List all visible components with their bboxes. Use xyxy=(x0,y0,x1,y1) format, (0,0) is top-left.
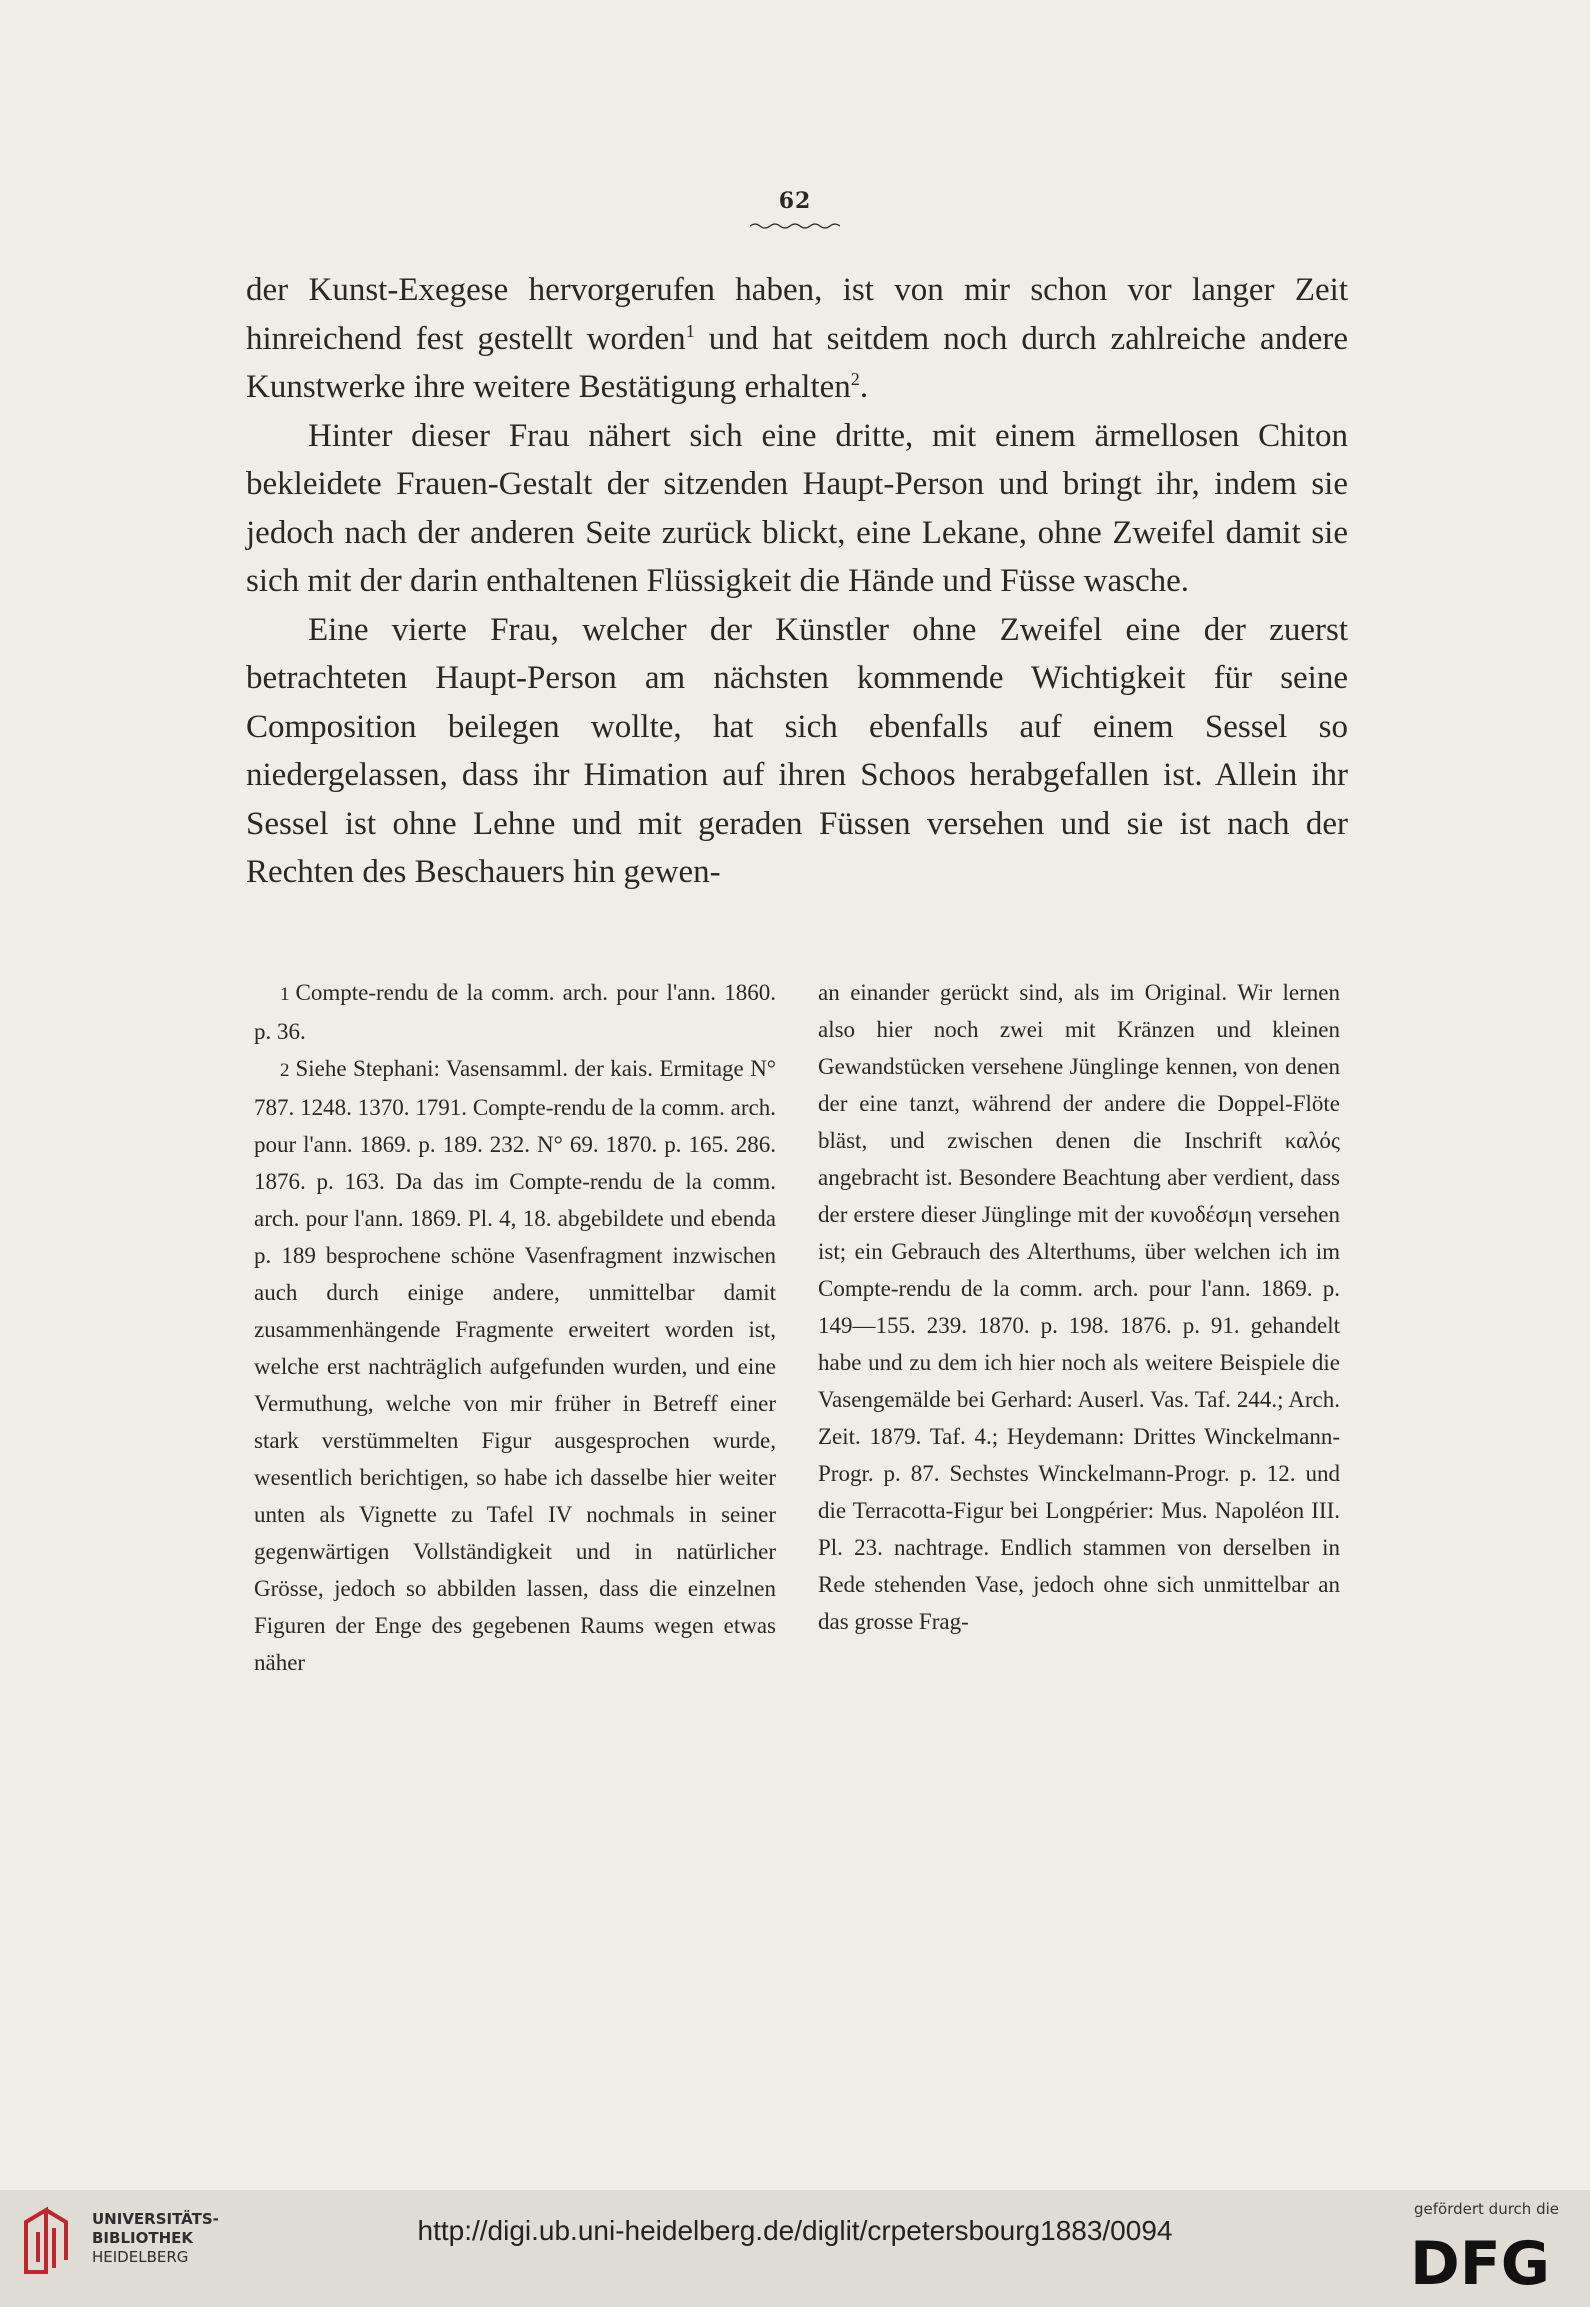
paragraph-1-mid: und hat seitdem noch durch zahlreiche andere Kunstwerke ihre weitere Bestätigung erhalten xyxy=(246,320,1348,405)
footnote-1 xyxy=(254,974,776,1050)
paragraph-1 xyxy=(246,266,1348,412)
library-line-1: UNIVERSITÄTS- xyxy=(92,2210,219,2228)
permalink-url[interactable]: http://digi.ub.uni-heidelberg.de/diglit/crpetersbourg1883/0094 xyxy=(417,2215,1173,2246)
library-line-3: HEIDELBERG xyxy=(92,2248,189,2266)
footnote-ref-2[interactable]: 2 xyxy=(850,369,860,389)
viewer-footer xyxy=(0,2190,1590,2307)
footnote-1-text: Compte-rendu de la comm. arch. pour l'ann. 1860. p. 36. xyxy=(254,980,776,1044)
footnote-2-text: Siehe Stephani: Vasensamml. der kais. Ermitage N° 787. 1248. 1370. 1791. Compte-rendu de la comm. arch. pour l'ann. 1869. p. 189. 232. N° 69. 1870. p. 165. 286. 1876. p. 163. Da das im Compte-rendu de la comm. arch. pour l'ann. 1869. Pl. 4, 18. abgebildete und ebenda p. 189 besprochene schöne Vasenfragment inzwischen auch durch einige andere, unmittelbar damit zusammenhängende Fragmente erweitert worden ist, welche erst nachträglich aufgefunden wurden, und eine Vermuthung, welche von mir früher in Betreff einer stark verstümmelten Figur ausgesprochen wurde, wesentlich berichtigen, so habe ich dasselbe hier weiter unten als Vignette zu Tafel IV nochmals in seiner gegenwärtigen Vollständigkeit und in natürlicher Grösse, jedoch so abbilden lassen, dass die einzelnen Figuren der Enge des gegebenen Raums wegen etwas näher xyxy=(254,1056,776,1675)
footnotes-left-column xyxy=(254,974,776,1681)
footnotes-right-column xyxy=(818,974,1340,1640)
dfg-logo-icon[interactable] xyxy=(1410,2232,1570,2292)
dfg-logo-text: DFG xyxy=(1410,2232,1551,2292)
paragraph-1-text: der Kunst-Exegese hervorgerufen haben, ist von mir schon vor langer Zeit hinreichend fest gestellt worden xyxy=(246,272,1348,357)
footnote-1-number: 1 xyxy=(280,984,290,1005)
paragraph-2: Hinter dieser Frau nähert sich eine dritte, mit einem ärmellosen Chiton bekleidete Frauen-Gestalt der sitzenden Haupt-Person und bringt ihr, indem sie jedoch nach der anderen Seite zurück blickt, eine Lekane, ohne Zweifel damit sie sich mit der darin enthaltenen Flüssigkeit die Hände und Füsse wasche. xyxy=(246,417,1348,599)
main-text-block xyxy=(246,266,1348,897)
footnote-2-number: 2 xyxy=(280,1060,290,1081)
funding-label: gefördert durch die xyxy=(1414,2200,1559,2218)
footnote-2 xyxy=(254,1050,776,1681)
paragraph-3: Eine vierte Frau, welcher der Künstler ohne Zweifel eine der zuerst betrachteten Haupt-Person am nächsten kommende Wichtigkeit für seine Composition beilegen wollte, hat sich ebenfalls auf einem Sessel so niedergelassen, dass ihr Himation auf ihren Schoos herabgefallen ist. Allein ihr Sessel ist ohne Lehne und mit geraden Füssen versehen und sie ist nach der Rechten des Beschauers hin gewen- xyxy=(246,611,1348,890)
wavy-ornament-icon xyxy=(750,222,840,230)
library-line-2: BIBLIOTHEK xyxy=(92,2229,193,2247)
footnote-ref-1[interactable]: 1 xyxy=(685,320,695,341)
paragraph-1-end: . xyxy=(859,369,869,405)
footnote-2-continuation: an einander gerückt sind, als im Original. Wir lernen also hier noch zwei mit Kränzen und kleinen Gewandstücken versehene Jünglinge kennen, von denen der eine tanzt, während der andere die Doppel-Flöte bläst, und zwischen denen die Inschrift καλός angebracht ist. Besondere Beachtung aber verdient, dass der erstere dieser Jünglinge mit der κυνοδέσμη versehen ist; ein Gebrauch des Alterthums, über welchen ich im Compte-rendu de la comm. arch. pour l'ann. 1869. p. 149—155. 239. 1870. p. 198. 1876. p. 91. gehandelt habe und zu dem ich hier noch als weitere Beispiele die Vasengemälde bei Gerhard: Auserl. Vas. Taf. 244.; Arch. Zeit. 1879. Taf. 4.; Heydemann: Drittes Winckelmann-Progr. p. 87. Sechstes Winckelmann-Progr. p. 12. und die Terracotta-Figur bei Longpérier: Mus. Napoléon III. Pl. 23. nachtrage. Endlich stammen von derselben in Rede stehenden Vase, jedoch ohne sich unmittelbar an das grosse Frag- xyxy=(818,980,1340,1634)
page-number: 62 xyxy=(778,188,812,214)
